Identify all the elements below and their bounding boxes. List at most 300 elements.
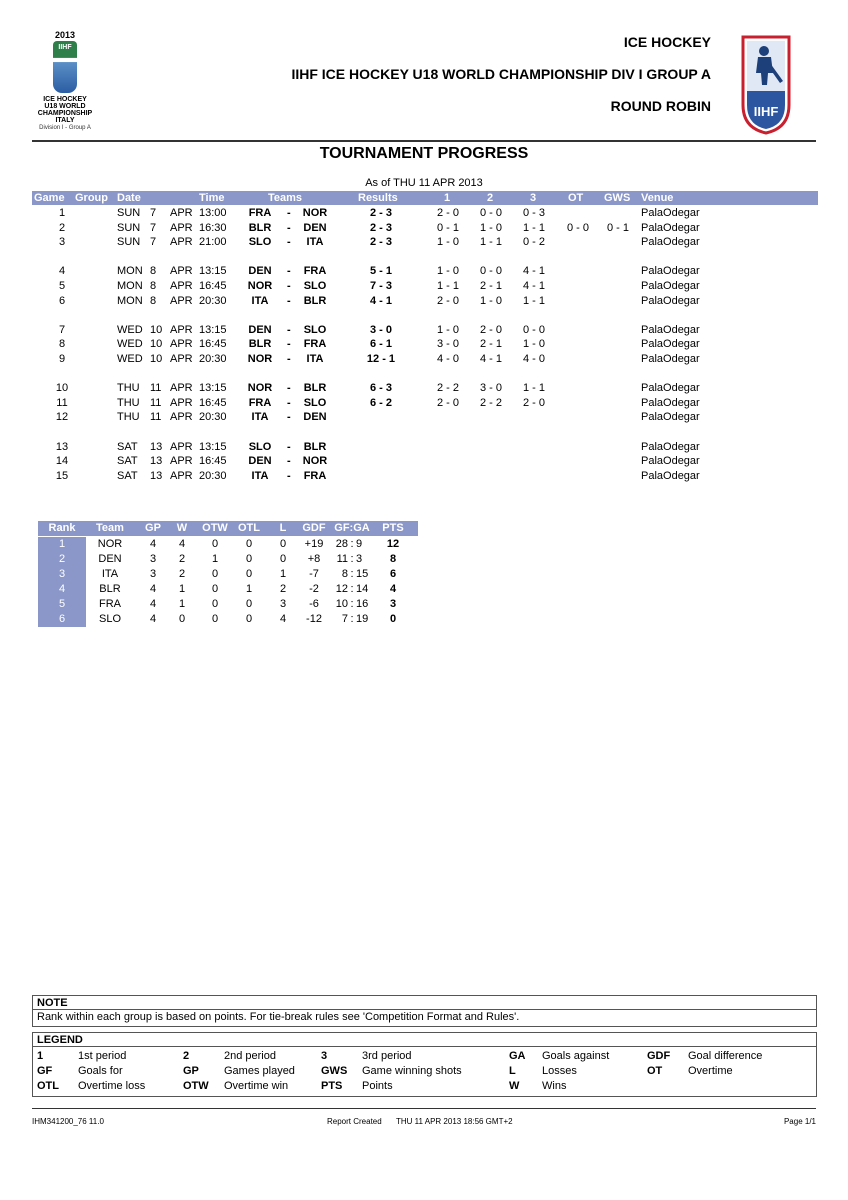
game-month: APR [170,382,193,395]
period-1-score: 1 - 1 [436,280,459,292]
game-time: 13:15 [199,440,227,453]
game-day: MON [117,280,143,292]
standings-row [38,582,418,597]
game-time: 16:45 [199,280,227,292]
game-number: 3 [58,236,66,249]
standing-l: 0 [279,538,287,550]
home-team: ITA [251,294,269,307]
period-3-score: 1 - 1 [522,221,545,234]
col-results: Results [358,192,398,204]
period-1-score: 2 - 0 [436,294,459,307]
home-team: DEN [248,323,272,336]
legend-label: Overtime loss [78,1080,146,1092]
gfga-separator: : [350,598,354,610]
legend-label: Overtime win [224,1080,289,1092]
standing-gf: 10 [335,598,348,610]
game-result: 4 - 1 [369,294,392,307]
col-w: W [176,522,188,534]
game-venue: PalaOdegar [641,396,700,409]
game-day: MON [117,294,143,307]
game-row [32,454,818,468]
game-row [32,264,818,278]
game-number: 8 [58,338,66,351]
game-result: 7 - 3 [369,280,392,292]
team-separator: - [287,338,291,351]
game-number: 12 [55,411,69,424]
standing-gp: 4 [149,583,157,595]
period-1-score: 1 - 0 [436,236,459,249]
note-divider [33,1009,816,1010]
period-2-score: 2 - 2 [479,396,502,409]
game-venue: PalaOdegar [641,338,700,351]
standing-gf: 11 [336,553,348,565]
note-title: NOTE [37,997,68,1009]
standing-pts: 6 [389,568,397,580]
away-team: BLR [303,440,327,453]
home-team: ITA [251,469,269,482]
page-number: Page 1/1 [783,1117,816,1126]
iihf-logo-icon [739,33,793,135]
standing-otw: 0 [211,568,219,580]
game-month: APR [170,323,193,336]
period-3-score: 4 - 1 [522,280,545,292]
away-team: DEN [303,221,327,234]
standing-ga: 9 [356,538,363,550]
col-group: Group [75,192,108,204]
standing-w: 0 [178,613,186,625]
standing-team: SLO [98,613,121,625]
legend-abbr: GP [183,1065,199,1077]
away-team: ITA [306,236,324,249]
event-logo-shield [53,41,77,93]
game-result: 6 - 1 [369,338,392,351]
period-2-score: 1 - 0 [479,294,502,307]
game-month: APR [170,396,193,409]
note-box [32,995,817,1027]
game-time: 13:00 [199,207,227,219]
period-3-score: 4 - 1 [522,265,545,278]
standing-rank: 1 [38,537,86,552]
standing-gf: 8 [341,568,348,580]
legend-label: 2nd period [224,1050,276,1062]
team-separator: - [287,411,291,424]
away-team: SLO [303,396,327,409]
game-day: WED [117,338,143,351]
legend-abbr: 2 [183,1050,190,1062]
legend-abbr: OT [647,1065,663,1077]
game-day: SAT [117,469,138,482]
team-separator: - [287,353,291,365]
period-3-score: 4 - 0 [522,353,545,365]
standing-ga: 3 [356,553,363,565]
standing-otl: 0 [245,613,253,625]
home-team: SLO [248,236,272,249]
games-table-header [32,191,818,205]
home-team: SLO [248,440,272,453]
away-team: ITA [306,353,324,365]
game-month: APR [170,338,193,351]
gfga-separator: : [350,583,354,595]
legend-abbr: OTW [183,1080,209,1092]
team-separator: - [287,440,291,453]
col-game: Game [34,192,65,204]
event-logo-line: ITALY [55,117,75,124]
game-venue: PalaOdegar [641,455,700,468]
game-day: SAT [117,455,138,468]
standing-gp: 4 [149,538,157,550]
standing-ga: 16 [356,598,369,610]
home-team: NOR [247,382,273,395]
game-time: 20:30 [199,353,227,365]
legend-abbr: 1 [37,1050,44,1062]
game-number: 14 [55,455,69,468]
game-month: APR [170,440,193,453]
standing-gp: 3 [149,553,157,565]
team-separator: - [287,294,291,307]
as-of-date: As of THU 11 APR 2013 [365,177,483,189]
header-divider [32,140,816,142]
period-3-score: 2 - 0 [522,396,545,409]
game-venue: PalaOdegar [641,411,700,424]
event-logo-line: ICE HOCKEY [43,96,87,103]
game-date-num: 8 [150,294,157,307]
col-otl: OTL [238,522,260,534]
col-rank: Rank [48,522,76,534]
standing-otl: 0 [245,598,253,610]
legend-label: Overtime [688,1065,733,1077]
standing-gp: 4 [149,613,157,625]
period-2-score: 0 - 0 [479,207,502,219]
standing-otl: 0 [245,568,253,580]
game-month: APR [170,236,193,249]
standing-gdf: -12 [306,613,322,625]
game-venue: PalaOdegar [641,323,700,336]
standing-pts: 0 [389,613,397,625]
game-day: SAT [117,440,138,453]
col-gdf: GDF [302,522,326,534]
col-teams: Teams [268,192,303,204]
standing-w: 2 [178,568,186,580]
game-number: 6 [58,294,66,307]
legend-abbr: GA [509,1050,526,1062]
legend-label: 1st period [78,1050,127,1062]
gfga-separator: : [350,538,354,550]
event-logo [30,30,100,135]
standing-gf: 7 [341,613,348,625]
col-venue: Venue [641,192,674,204]
standing-ga: 19 [356,613,369,625]
team-separator: - [287,455,291,468]
game-venue: PalaOdegar [641,265,700,278]
standing-otl: 1 [245,583,253,595]
game-result: 5 - 1 [369,265,392,278]
game-day: SUN [117,207,141,219]
game-number: 13 [55,440,69,453]
home-team: DEN [248,455,272,468]
standing-otw: 0 [211,598,219,610]
period-1-score: 2 - 0 [436,396,459,409]
game-date-num: 7 [150,207,157,219]
legend-label: Wins [542,1080,567,1092]
legend-label: 3rd period [362,1050,412,1062]
standing-otw: 0 [211,613,219,625]
game-date-num: 10 [150,338,163,351]
standing-pts: 4 [389,583,397,595]
away-team: FRA [303,469,327,482]
col-pts: PTS [382,522,404,534]
event-logo-division: Division I - Group A [39,125,91,131]
gfga-separator: : [350,553,354,565]
game-date-num: 8 [150,265,157,278]
standing-gp: 4 [149,598,157,610]
col-p2: 2 [487,192,494,204]
standing-w: 4 [178,538,186,550]
standing-gp: 3 [149,568,157,580]
period-1-score: 1 - 0 [436,323,459,336]
report-created-value: THU 11 APR 2013 18:56 GMT+2 [396,1117,513,1126]
legend-abbr: W [509,1080,520,1092]
game-number: 9 [58,353,66,365]
period-2-score: 1 - 0 [479,221,502,234]
game-row [32,206,818,220]
game-day: THU [117,396,140,409]
standing-l: 1 [279,568,287,580]
team-separator: - [287,469,291,482]
legend-abbr: 3 [321,1050,328,1062]
game-number: 4 [58,265,66,278]
game-number: 2 [58,221,66,234]
game-number: 1 [58,207,66,219]
period-1-score: 0 - 1 [436,221,459,234]
game-row [32,235,818,249]
game-date-num: 7 [150,236,157,249]
game-date-num: 10 [150,353,163,365]
standing-ga: 15 [356,568,369,580]
game-date-num: 8 [150,280,157,292]
standing-l: 3 [279,598,287,610]
game-month: APR [170,280,193,292]
event-logo-line: U18 WORLD [44,103,86,110]
standing-otw: 1 [211,553,219,565]
game-venue: PalaOdegar [641,382,700,395]
period-1-score: 4 - 0 [436,353,459,365]
game-result: 2 - 3 [369,221,392,234]
game-month: APR [170,353,193,365]
legend-label: Goals for [78,1065,123,1077]
game-venue: PalaOdegar [641,280,700,292]
home-team: ITA [251,411,269,424]
home-team: DEN [248,265,272,278]
game-venue: PalaOdegar [641,294,700,307]
report-created-label: Report Created [327,1117,382,1126]
game-time: 20:30 [199,294,227,307]
standing-pts: 3 [389,598,397,610]
game-row [32,294,818,308]
standing-gdf: +8 [307,553,321,565]
game-month: APR [170,265,193,278]
period-2-score: 4 - 1 [479,353,502,365]
standing-rank: 6 [38,612,86,627]
legend-label: Losses [542,1065,577,1077]
event-logo-mark: IIHF [58,44,72,51]
col-l: L [279,522,287,534]
standing-rank: 4 [38,582,86,597]
game-day: SUN [117,236,141,249]
game-date-num: 7 [150,221,157,234]
standings-row [38,537,418,552]
game-row [32,469,818,483]
standing-pts: 12 [386,538,400,550]
game-row [32,410,818,424]
period-1-score: 3 - 0 [436,338,459,351]
away-team: NOR [302,207,328,219]
game-time: 13:15 [199,265,227,278]
home-team: FRA [248,396,272,409]
legend-abbr: GWS [321,1065,348,1077]
period-2-score: 3 - 0 [479,382,502,395]
game-venue: PalaOdegar [641,353,700,365]
game-time: 16:30 [199,221,227,234]
game-date-num: 11 [150,396,162,409]
standings-row [38,567,418,582]
period-2-score: 2 - 1 [479,280,502,292]
game-date-num: 13 [150,440,163,453]
col-date: Date [117,192,141,204]
game-date-num: 11 [150,382,162,395]
game-time: 13:15 [199,323,227,336]
game-date-num: 13 [150,455,163,468]
away-team: BLR [303,382,327,395]
standing-ga: 14 [356,583,369,595]
standings-row [38,597,418,612]
legend-abbr: L [509,1065,516,1077]
game-time: 20:30 [199,469,227,482]
event-logo-line: CHAMPIONSHIP [37,110,93,117]
game-result: 12 - 1 [366,353,396,365]
standing-team: DEN [98,553,122,565]
team-separator: - [287,396,291,409]
legend-label: Game winning shots [362,1065,462,1077]
report-title: TOURNAMENT PROGRESS [319,145,529,162]
legend-abbr: OTL [37,1080,59,1092]
period-3-score: 0 - 2 [522,236,545,249]
legend-divider [33,1046,816,1047]
period-3-score: 0 - 0 [522,323,545,336]
game-month: APR [170,221,193,234]
away-team: BLR [303,294,327,307]
game-result: 2 - 3 [369,236,392,249]
period-3-score: 1 - 0 [522,338,545,351]
col-p3: 3 [530,192,537,204]
game-result: 3 - 0 [369,323,392,336]
team-separator: - [287,236,291,249]
col-gfga: GF:GA [334,522,370,534]
away-team: DEN [303,411,327,424]
standing-rank: 3 [38,567,86,582]
col-ot: OT [568,192,584,204]
game-number: 15 [55,469,69,482]
away-team: SLO [303,280,327,292]
legend-label: Goal difference [688,1050,763,1062]
standing-gdf: -7 [309,568,319,580]
event-logo-year: 2013 [54,30,76,40]
standing-w: 1 [178,598,186,610]
standing-rank: 5 [38,597,86,612]
game-day: WED [117,323,143,336]
standing-otl: 0 [245,553,253,565]
team-separator: - [287,221,291,234]
championship-title: IIHF ICE HOCKEY U18 WORLD CHAMPIONSHIP DIV I GROUP A [291,66,711,82]
home-team: BLR [248,338,272,351]
standing-otw: 0 [211,583,219,595]
game-day: SUN [117,221,141,234]
standing-team: ITA [101,568,119,580]
game-row [32,221,818,235]
home-team: NOR [247,280,273,292]
report-code: IHM341200_76 11.0 [32,1117,104,1126]
standing-l: 4 [279,613,287,625]
away-team: FRA [303,265,327,278]
standing-team: BLR [99,583,121,595]
standing-gdf: -2 [309,583,319,595]
period-2-score: 0 - 0 [479,265,502,278]
period-3-score: 0 - 3 [522,207,545,219]
game-row [32,279,818,293]
game-time: 16:45 [199,338,227,351]
game-venue: PalaOdegar [641,221,700,234]
standing-pts: 8 [389,553,397,565]
game-row [32,396,818,410]
team-separator: - [287,280,291,292]
footer-divider [32,1108,816,1109]
legend-label: Games played [224,1065,295,1077]
game-month: APR [170,469,193,482]
legend-abbr: GF [37,1065,53,1077]
standing-gf: 12 [335,583,348,595]
away-team: NOR [302,455,328,468]
sport-title: ICE HOCKEY [623,34,711,50]
team-separator: - [287,265,291,278]
game-month: APR [170,411,193,424]
overtime-score: 0 - 0 [566,221,589,234]
gfga-separator: : [350,568,354,580]
period-2-score: 1 - 1 [479,236,502,249]
game-row [32,337,818,351]
game-time: 16:45 [199,455,227,468]
standing-team: FRA [99,598,121,610]
home-team: FRA [248,207,272,219]
game-day: WED [117,353,143,365]
game-date-num: 13 [150,469,163,482]
game-date-num: 11 [150,411,162,424]
game-number: 10 [55,382,69,395]
game-time: 13:15 [199,382,227,395]
game-row [32,440,818,454]
period-2-score: 2 - 0 [479,323,502,336]
game-venue: PalaOdegar [641,469,700,482]
team-separator: - [287,323,291,336]
legend-abbr: GDF [647,1050,671,1062]
game-month: APR [170,455,193,468]
game-time: 16:45 [199,396,227,409]
legend-label: Goals against [542,1050,610,1062]
away-team: SLO [303,323,327,336]
col-team: Team [96,522,124,534]
standing-rank: 2 [38,552,86,567]
game-date-num: 10 [150,323,163,336]
game-venue: PalaOdegar [641,236,700,249]
game-result: 6 - 2 [369,396,392,409]
